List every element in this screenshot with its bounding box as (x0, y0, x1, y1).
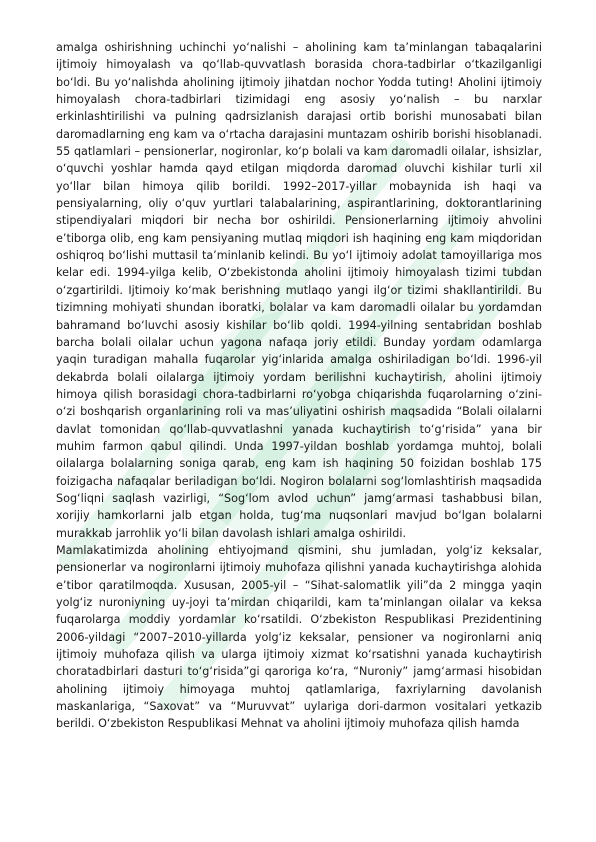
paragraph: amalga oshirishning uchinchi yo‘nalishi – aholining kam ta’minlangan tabaqalarini ijtimoiy himoyalash va qo‘llab-quvvatlash borasida chora-tadbirlar o‘tkazilganligi bo‘ldi. Bu yo‘nalishda aholining ijtimoiy jihatdan nochor Yodda tuting! Aholini ijtimoiy himoyalash chora-tadbirlari tizimidagi eng asosiy yo‘nalish – bu narxlar erkinlashtirilishi va pulning qadrsizlanish darajasi ortib borishi munosabati bilan daromadlarning eng kam va o‘rtacha darajasini muntazam oshirib borishi hisoblanadi. 55 qatlamlari – pensionerlar, nogironlar, ko‘p bolali va kam daromadli oilalar, ishsizlar, o‘quvchi yoshlar hamda qayd etilgan miqdorda daromad oluvchi kishilar turli xil yo‘llar bilan himoya qilib borildi. 1992–2017-yillar mobaynida ish haqi va pensiyalarning, oliy o‘quv yurtlari talabalarining, aspirantlarining, doktorantlarining stipendiyalari miqdori bir necha bor oshirildi. Pensionerlarning ijtimoiy ahvolini e’tiborga olib, eng kam pensiyaning mutlaq miqdori ish haqining eng kam miqdoridan oshiqroq bo‘lishi muttasil ta’minlanib kelindi. Bu yo‘l ijtimoiy adolat tamoyillariga mos kelar edi. 1994-yilga kelib, O‘zbekistonda aholini ijtimoiy himoyalash tizimi tubdan o‘zgartirildi. Ijtimoiy ko‘mak berishning mutlaqo yangi ilg‘or tizimi shakllantirildi. Bu tizimning mohiyati shundan iboratki, bolalar va kam daromadli oilalar bu yordamdan bahramand bo‘luvchi asosiy kishilar bo‘lib qoldi. 1994-yilning sentabridan boshlab barcha bolali oilalar uchun yagona nafaqa joriy etildi. Bunday yordam odamlarga yaqin turadigan mahalla fuqarolar yig‘inlarida amalga oshiriladigan bo‘ldi. 1996-yil dekabrda bolali oilalarga ijtimoiy yordam berilishni kuchaytirish, aholini ijtimoiy himoya qilish borasidagi chora-tadbirlarni ro‘yobga chiqarishda fuqarolarning o‘zini-o‘zi boshqarish organlarining roli va mas’uliyatini oshirish maqsadida “Bolali oilalarni davlat tomonidan qo‘llab-quvvatlashni yanada kuchaytirish to‘g‘risida” yana bir muhim farmon qabul qilindi. Unda 1997-yildan boshlab yordamga muhtoj, bolali oilalarga bolalarning soniga qarab, eng kam ish haqining 50 foizidan boshlab 175 foizigacha nafaqalar beriladigan bo‘ldi. Nogiron bolalarni sog‘lomlashtirish maqsadida Sog‘liqni saqlash vazirligi, “Sog‘lom avlod uchun” jamg‘armasi tashabbusi bilan, xorijiy hamkorlarni jalb etgan holda, tug‘ma nuqsonlari mavjud bo‘lgan bolalarni murakkab jarrohlik yo‘li bilan davolash ishlari amalga oshirildi. (56, 41, 542, 540)
document-body (56, 39, 542, 733)
paragraph: Mamlakatimizda aholining ehtiyojmand qismini, shu jumladan, yolg‘iz keksalar, pensionerlar va nogironlarni ijtimoiy muhofaza qilishni yanada kuchaytirishga alohida e’tibor qaratilmoqda. Xususan, 2005-yil – “Sihat-salomatlik yili”da 2 mingga yaqin yolg‘iz nuroniyning uy-joyi ta’mirdan chiqarildi, kam ta’minlangan oilalar va keksa fuqarolarga moddiy yordamlar ko‘rsatildi. O‘zbekiston Respublikasi Prezidentining 2006-yildagi “2007–2010-yillarda yolg‘iz keksalar, pensioner va nogironlarni aniq ijtimoiy muhofaza qilish va ularga ijtimoiy xizmat ko‘rsatishni yanada kuchaytirish choratadbirlari dasturi to‘g‘risida”gi qaroriga ko‘ra, “Nuroniy” jamg‘armasi hisobidan aholining ijtimoiy himoyaga muhtoj qatlamlariga, faxriylarning davolanish maskanlariga, “Saxovat” va “Muruvvat” uylariga dori-darmon vositalari yetkazib berildi. O‘zbekiston Respublikasi Mehnat va aholini ijtimoiy muhofaza qilish hamda (56, 543, 542, 731)
